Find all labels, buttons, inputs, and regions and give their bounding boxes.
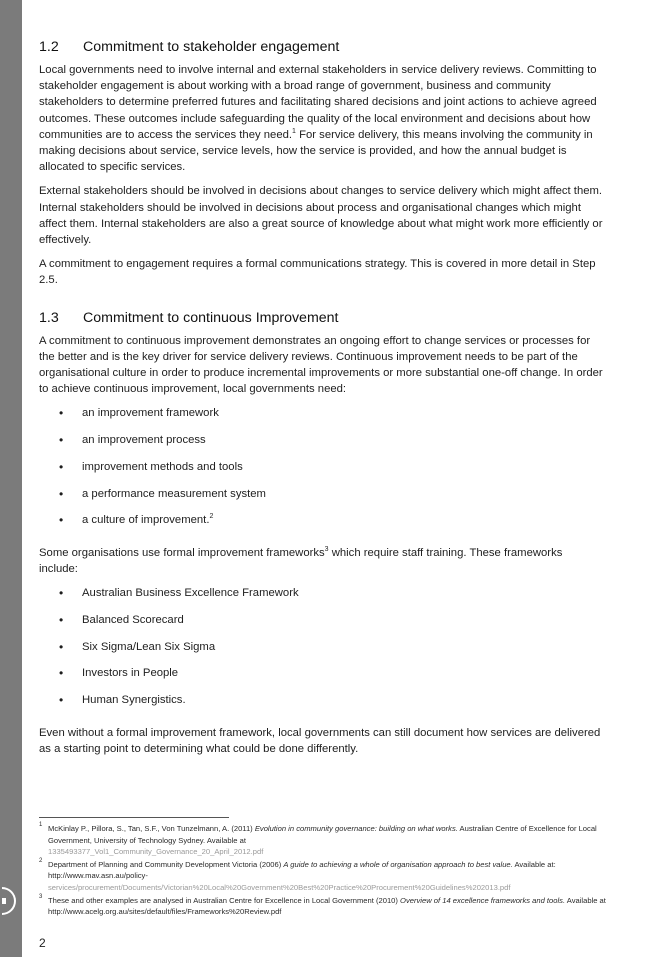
list-item: • improvement methods and tools: [39, 459, 604, 486]
paragraph-text: Local governments need to involve internal and external stakeholders in service delivery reviews. Committing to stakeholder engagement is about working with a broad range of government, business and community stakeholders to determine preferred futures and facilitating shared decisions and joint actions to achieve agreed outcomes. These outcomes include safeguarding the quality of the local environment and decisions about how communities are to access the services they need.: [39, 64, 597, 141]
paragraph-text: which require staff training. These frameworks include:: [39, 546, 563, 576]
list-item: • Australian Business Excellence Framework: [39, 585, 604, 612]
list-item: • an improvement process: [39, 432, 604, 459]
list-item: • Six Sigma/Lean Six Sigma: [39, 639, 604, 666]
paragraph-text: Some organisations use formal improvement frameworks: [39, 546, 325, 559]
section-heading: [39, 307, 604, 329]
section-heading: [39, 36, 604, 58]
list-item: • a performance measurement system: [39, 486, 604, 513]
section-title: Commitment to stakeholder engagement: [83, 39, 340, 55]
footnote-link[interactable]: 1335493377_Vol1_Community_Governance_20_April_2012.pdf: [48, 847, 264, 857]
list-item: • Human Synergistics.: [39, 692, 604, 719]
section-number: 1.2: [39, 39, 59, 55]
logo-mark: [2, 898, 6, 904]
footnote-divider: [39, 817, 229, 818]
paragraph: External stakeholders should be involved in decisions about changes to service delivery which might affect them. Internal stakeholders should be involved in decisions about process and organisational changes which might affect them. Internal stakeholders are also a great source of knowledge about what might work more efficiently or effectively.: [39, 185, 603, 247]
footnote-ref[interactable]: 1: [292, 127, 296, 135]
list-item: • an improvement framework: [39, 405, 604, 432]
paragraph: A commitment to continuous improvement demonstrates an ongoing effort to change services or processes for the better and is the key driver for service delivery reviews. Continuous improvement needs to be part of the organisational culture in order to produce incremental improvements or more substantial one-off change. In order to achieve continuous improvement, local governments need:: [39, 334, 603, 396]
list-item: • Investors in People: [39, 665, 604, 692]
paragraph: [39, 62, 604, 175]
footnote-mark: 2: [39, 857, 43, 864]
footnote: 3 These and other examples are analysed in Australian Centre for Excellence in Local Government (2010) Overview of 14 excellence frameworks and tools. Available at http://www.acelg.org.au/sites/default/files/Frameworks%20Review.pdf: [39, 893, 606, 917]
footnote-mark: 3: [39, 893, 43, 900]
footnotes: [39, 823, 607, 919]
footnote: 1 McKinlay P., Pillora, S., Tan, S.F., Von Tunzelmann, A. (2011) Evolution in community governance: building on what works. Australian Centre of Excellence for Local Government, University of Technology Sydney. Available at 1335493377_Vol1_Community_Governance_20_April_2012.pdf: [39, 822, 597, 857]
footnote-link[interactable]: Available at http://www.acelg.org.au/sites/default/files/Frameworks%20Review.pdf: [48, 895, 606, 917]
paragraph: A commitment to engagement requires a formal communications strategy. This is covered in more detail in Step 2.5.: [39, 258, 596, 287]
list-item: • Balanced Scorecard: [39, 612, 604, 639]
paragraph-text: For service delivery, this means involving the community in making decisions about service, service levels, how the service is provided, and how the annual budget is allocated to specific services.: [39, 128, 593, 174]
page-number: 2: [39, 936, 46, 950]
needs-list: [39, 405, 604, 538]
footnote-mark: 1: [39, 822, 43, 828]
footnote-ref[interactable]: 3: [324, 545, 329, 553]
section-title: Commitment to continuous Improvement: [83, 309, 339, 326]
document-page: [39, 36, 604, 765]
footnote-link[interactable]: services/procurement/Documents/Victorian%20Local%20Government%20Best%20Practice%20Procurement%20Guidelines%202013.pdf: [48, 882, 511, 892]
footnote: 2 Department of Planning and Community Development Victoria (2006) A guide to achieving a whole of organisation approach to best value. Available at: http://www.mav.asn.au/policy- services/procurement/Documents/Victorian%20Local%20Government%20Best%20Practice%20Procurement%20Guidelines%202013.pdf: [39, 857, 556, 892]
paragraph: Even without a formal improvement framework, local governments can still document how services are delivered as a starting point to determining what could be done differently.: [39, 726, 601, 755]
frameworks-list: [39, 585, 604, 718]
footnote-ref[interactable]: 2: [209, 513, 214, 521]
paragraph: [39, 545, 604, 577]
list-item: • a culture of improvement.$^2$: [39, 512, 604, 539]
side-strip: [0, 0, 22, 957]
section-number: 1.3: [39, 309, 59, 326]
